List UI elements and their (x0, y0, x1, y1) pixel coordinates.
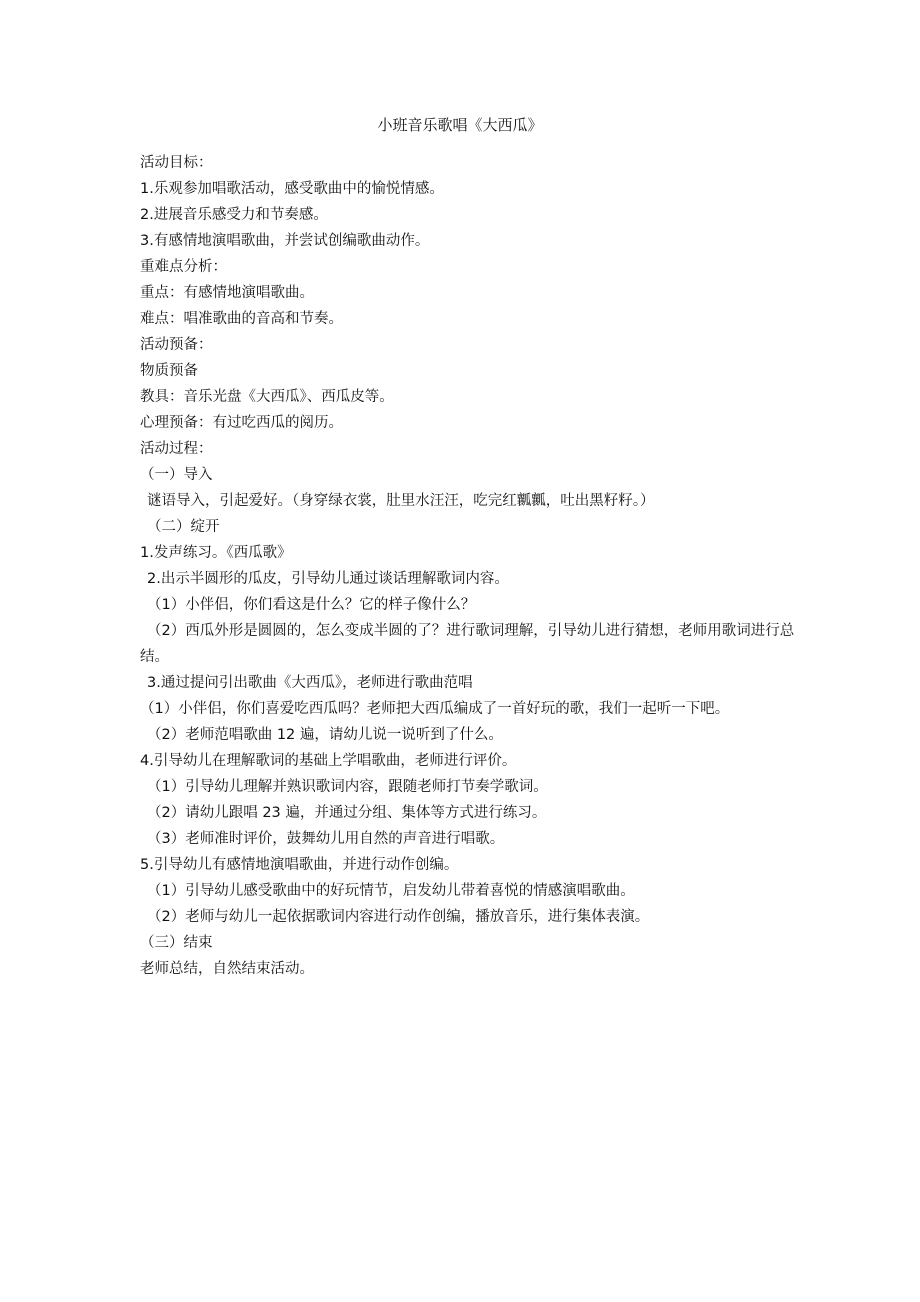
key-point-difficulty: 难点：唱准歌曲的音高和节奏。 (140, 311, 343, 327)
key-point-focus: 重点：有感情地演唱歌曲。 (140, 285, 314, 301)
process-step-4-sub-1: （1）引导幼儿理解并熟识歌词内容，跟随老师打节奏学歌词。 (147, 779, 548, 795)
process-step-3-sub-2: （2）老师范唱歌曲 12 遍，请幼儿说一说听到了什么。 (147, 727, 503, 743)
process-step-5-sub-2: （2）老师与幼儿一起依据歌词内容进行动作创编，播放音乐，进行集体表演。 (147, 909, 650, 925)
process-step-3: 3.通过提问引出歌曲《大西瓜》，老师进行歌曲范唱 (147, 675, 473, 691)
section-heading-objectives: 活动目标： (140, 155, 213, 171)
process-step-3-sub-1: （1）小伴侣，你们喜爱吃西瓜吗？老师把大西瓜编成了一首好玩的歌，我们一起听一下吧。 (140, 701, 730, 717)
preparation-psychological: 心理预备：有过吃西瓜的阅历。 (140, 415, 343, 431)
process-step-2: 2.出示半圆形的瓜皮，引导幼儿通过谈话理解歌词内容。 (147, 571, 509, 587)
process-step-4-sub-2: （2）请幼儿跟唱 23 遍，并通过分组、集体等方式进行练习。 (147, 805, 547, 821)
preparation-material: 物质预备 (140, 363, 198, 379)
section-heading-process: 活动过程： (140, 441, 213, 457)
process-closing: 老师总结，自然结束活动。 (140, 961, 314, 977)
process-step-4: 4.引导幼儿在理解歌词的基础上学唱歌曲，老师进行评价。 (140, 753, 517, 769)
process-step-5-sub-1: （1）引导幼儿感受歌曲中的好玩情节，启发幼儿带着喜悦的情感演唱歌曲。 (147, 883, 635, 899)
process-part-3-heading: （三）结束 (140, 935, 213, 951)
section-heading-key-points: 重难点分析： (140, 259, 227, 275)
objective-item-3: 3.有感情地演唱歌曲，并尝试创编歌曲动作。 (140, 233, 430, 249)
objective-item-1: 1.乐观参加唱歌活动，感受歌曲中的愉悦情感。 (140, 181, 444, 197)
document-title: 小班音乐歌唱《大西瓜》 (377, 116, 543, 134)
objective-item-2: 2.进展音乐感受力和节奏感。 (140, 207, 328, 223)
process-part-2-heading: （二）绽开 (147, 519, 220, 535)
section-heading-preparation: 活动预备： (140, 337, 213, 353)
preparation-teaching-aids: 教具：音乐光盘《大西瓜》、西瓜皮等。 (140, 389, 394, 405)
process-riddle-intro: 谜语导入，引起爱好。（身穿绿衣裳，肚里水汪汪，吃完红瓤瓤，吐出黑籽籽。） (147, 493, 655, 509)
process-part-1-heading: （一）导入 (140, 467, 213, 483)
process-step-1: 1.发声练习。《西瓜歌》 (140, 545, 292, 561)
document-body (140, 150, 820, 982)
process-step-5: 5.引导幼儿有感情地演唱歌曲，并进行动作创编。 (140, 857, 459, 873)
process-step-2-sub-2 (140, 618, 820, 670)
process-step-4-sub-3: （3）老师准时评价，鼓舞幼儿用自然的声音进行唱歌。 (147, 831, 505, 847)
process-step-2-sub-1: （1）小伴侣，你们看这是什么？它的样子像什么？ (147, 597, 476, 613)
process-step-2-sub-2-text: （2）西瓜外形是圆圆的，怎么变成半圆的了？进行歌词理解，引导幼儿进行猜想，老师用歌词进行总结。 (140, 623, 795, 665)
